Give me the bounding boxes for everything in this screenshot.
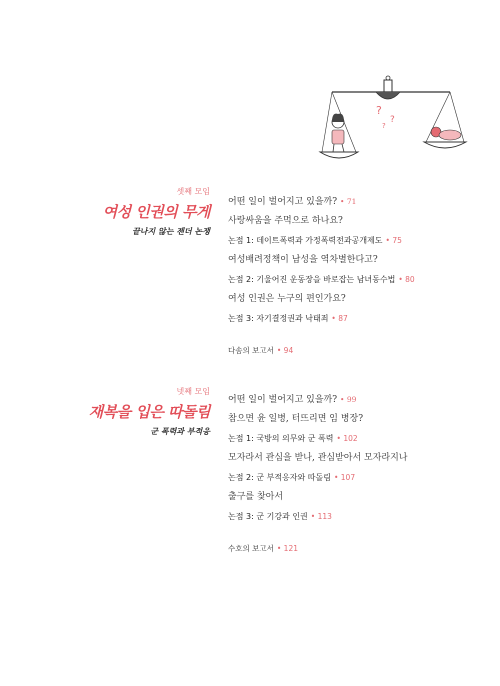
page-number: • 121 — [276, 543, 298, 553]
toc-entry[interactable] — [228, 212, 488, 232]
entry-text: 논점 3: 군 기강과 인권 — [228, 512, 308, 521]
entry-text: 여성 인권은 누구의 편인가요? — [228, 293, 346, 304]
page-number: • 102 — [336, 434, 358, 443]
page-number: • 113 — [310, 512, 332, 521]
page-number: • 107 — [333, 473, 356, 482]
toc-entry-list — [228, 390, 488, 558]
page-number: • 94 — [276, 345, 294, 355]
section-number: 셋째 모임 — [176, 187, 210, 196]
entry-text: 논점 2: 기울어진 운동장을 바로잡는 남녀동수법 — [228, 275, 396, 284]
toc-entry[interactable] — [228, 192, 488, 212]
entry-text: 논점 3: 자기결정권과 낙태죄 — [228, 314, 329, 323]
toc-entry[interactable] — [228, 468, 488, 488]
section-number: 넷째 모임 — [176, 387, 210, 396]
toc-entry[interactable] — [228, 270, 488, 290]
toc-entry[interactable] — [228, 390, 488, 410]
page-number: • 99 — [340, 395, 357, 404]
page-number: • 75 — [385, 236, 402, 245]
entry-text: 모자라서 관심을 받나, 관심받아서 모자라지나 — [228, 452, 408, 463]
toc-entry-report[interactable] — [228, 539, 488, 559]
entry-text: 논점 1: 데이트폭력과 가정폭력전과공개제도 — [228, 236, 383, 245]
entry-text: 참으면 윤 일병, 터뜨리면 임 병장? — [228, 413, 364, 424]
entry-text: 여성배려정책이 남성을 역차별한다고? — [228, 254, 378, 265]
toc-entry[interactable] — [228, 410, 488, 430]
section-title: 여성 인권의 무게 — [102, 203, 210, 221]
section-heading — [60, 186, 210, 237]
entry-text: 사랑싸움을 주먹으로 하나요? — [228, 215, 343, 226]
page-number: • 87 — [331, 314, 348, 323]
page-number: • 71 — [340, 197, 357, 206]
toc-entry-list — [228, 192, 488, 360]
entry-text: 논점 1: 국방의 의무와 군 폭력 — [228, 434, 334, 443]
page-number: • 80 — [398, 275, 415, 284]
toc-entry[interactable] — [228, 429, 488, 449]
entry-text: 다솜의 보고서 — [228, 345, 274, 355]
balance-scale-illustration — [318, 72, 468, 172]
toc-entry[interactable] — [228, 231, 488, 251]
svg-text:?: ? — [390, 115, 395, 125]
entry-text: 출구를 찾아서 — [228, 491, 284, 502]
section-heading — [60, 386, 210, 437]
section-subtitle: 군 폭력과 부적응 — [150, 427, 210, 436]
toc-entry[interactable] — [228, 309, 488, 329]
entry-text: 어떤 일이 벌어지고 있을까? — [228, 197, 338, 207]
toc-entry[interactable] — [228, 507, 488, 527]
entry-text: 논점 2: 군 부적응자와 따돌림 — [228, 473, 331, 482]
section-title: 재복을 입은 따돌림 — [88, 403, 210, 421]
toc-entry[interactable] — [228, 449, 488, 469]
toc-entry[interactable] — [228, 290, 488, 310]
entry-text: 수호의 보고서 — [228, 543, 274, 553]
entry-text: 어떤 일이 벌어지고 있을까? — [228, 395, 338, 405]
toc-entry[interactable] — [228, 251, 488, 271]
toc-entry[interactable] — [228, 488, 488, 508]
toc-entry-report[interactable] — [228, 341, 488, 361]
svg-text:?: ? — [376, 104, 382, 117]
section-subtitle: 끝나지 않는 젠더 논쟁 — [132, 227, 210, 236]
svg-text:?: ? — [382, 122, 386, 130]
